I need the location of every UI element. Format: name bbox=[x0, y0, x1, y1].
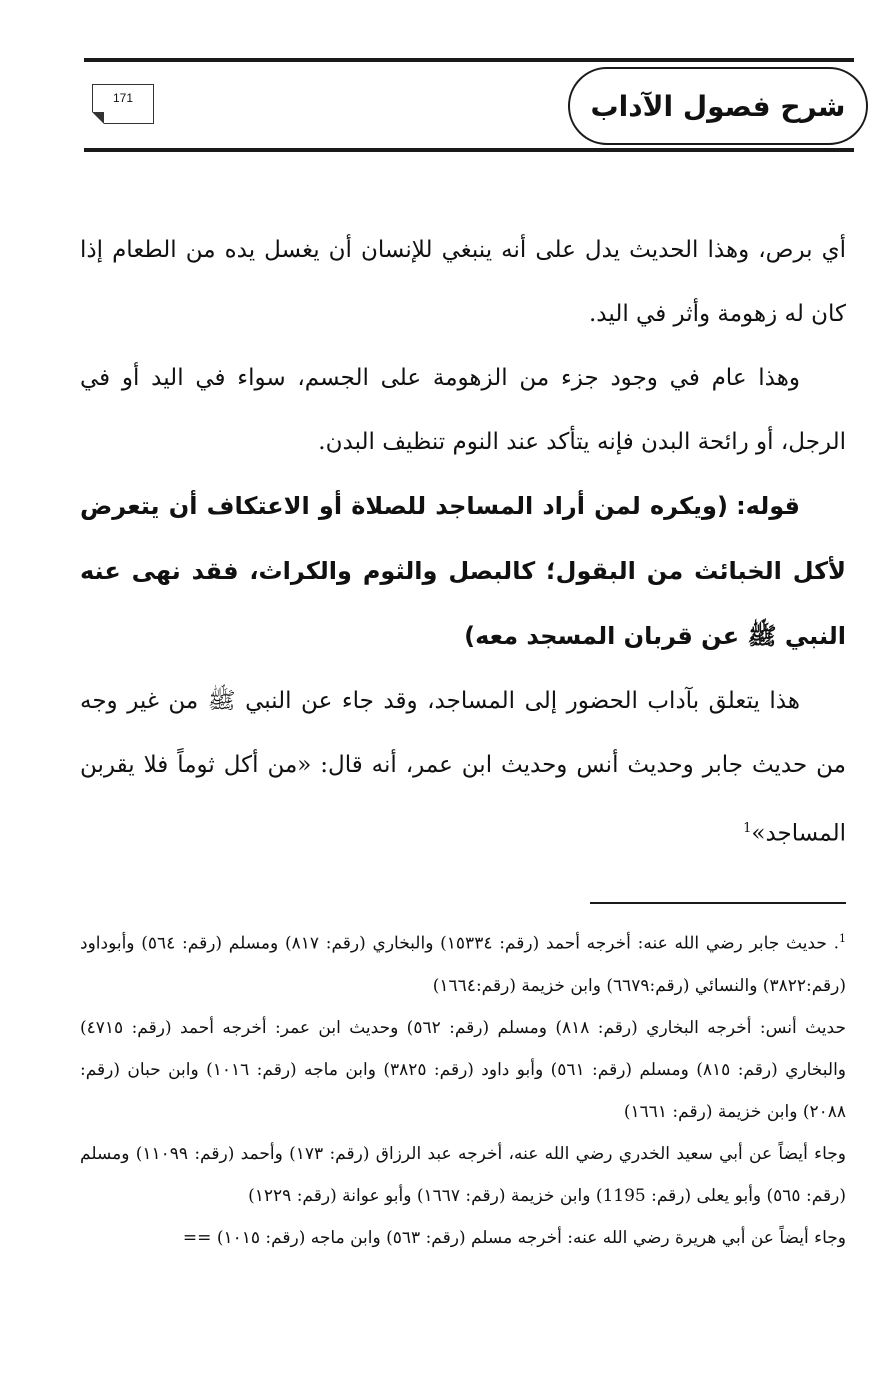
quote-lead: قوله: bbox=[736, 492, 801, 520]
header-top-rule bbox=[84, 58, 854, 62]
page-number-box bbox=[92, 84, 154, 124]
paragraph-1: أي برص، وهذا الحديث يدل على أنه ينبغي للإنسان أن يغسل يده من الطعام إذا كان له زهومة وأثر في اليد. bbox=[80, 237, 846, 327]
footnote-mark: 1 bbox=[839, 932, 846, 945]
quoted-matn: (ويكره لمن أراد المساجد للصلاة أو الاعتكاف أن يتعرض لأكل الخبائث من البقول؛ كالبصل والثوم والكراث، فقد نهى عنه النبي ﷺ عن قربان المسجد معه) bbox=[80, 492, 846, 650]
paragraph-4-text: هذا يتعلق بآداب الحضور إلى المساجد، وقد جاء عن النبي ﷺ من غير وجه من حديث جابر وحديث أنس وحديث ابن عمر، أنه قال: «من أكل ثوماً فلا يقربن المساجد» bbox=[80, 688, 846, 847]
main-text bbox=[80, 218, 846, 866]
header-bottom-rule bbox=[84, 148, 854, 152]
footnote-1-part-d: وجاء أيضاً عن أبي هريرة رضي الله عنه: أخرجه مسلم (رقم: ٥٦٣) وابن ماجه (رقم: ١٠١٥) == bbox=[182, 1227, 846, 1248]
footnote-1-a-text: . حديث جابر رضي الله عنه: أخرجه أحمد (رقم: ١٥٣٣٤) والبخاري (رقم: ٨١٧) ومسلم (رقم: ٥٦٤) وأبوداود (رقم:٣٨٢٢) والنسائي (رقم:٦٦٧٩) وابن خزيمة (رقم:١٦٦٤) bbox=[80, 933, 846, 996]
paragraph-3 bbox=[80, 474, 846, 669]
page-corner-fold-icon bbox=[92, 112, 104, 124]
paragraph-2: وهذا عام في وجود جزء من الزهومة على الجسم، سواء في اليد أو في الرجل، أو رائحة البدن فإنه يتأكد عند النوم تنظيف البدن. bbox=[80, 365, 846, 455]
footnote-1-part-b: حديث أنس: أخرجه البخاري (رقم: ٨١٨) ومسلم (رقم: ٥٦٢) وحديث ابن عمر: أخرجه أحمد (رقم: ٤٧١٥) والبخاري (رقم: ٨١٥) ومسلم (رقم: ٥٦١) وأبو داود (رقم: ٣٨٢٥) وابن ماجه (رقم: ١٠١٦) وابن حبان (رقم: ٢٠٨٨) وابن خزيمة (رقم: ١٦٦١) bbox=[80, 1017, 847, 1122]
paragraph-4 bbox=[80, 669, 846, 866]
footnote-1-part-c: وجاء أيضاً عن أبي سعيد الخدري رضي الله عنه، أخرجه عبد الرزاق (رقم: ١٧٣) وأحمد (رقم: ١١٠٩٩) ومسلم (رقم: ٥٦٥) وأبو يعلى (رقم: 1195) وابن خزيمة (رقم: ١٦٦٧) وأبو عوانة (رقم: ١٢٢٩) bbox=[80, 1143, 846, 1206]
footnotes bbox=[80, 918, 846, 1259]
footnote-reference[interactable]: 1 bbox=[743, 821, 752, 836]
footnote-1-part-a bbox=[80, 918, 846, 1007]
book-title: شرح فصول الآداب bbox=[590, 89, 846, 123]
page-number: 171 bbox=[112, 91, 134, 105]
footnote-separator bbox=[590, 902, 846, 904]
running-title-frame bbox=[568, 67, 868, 145]
